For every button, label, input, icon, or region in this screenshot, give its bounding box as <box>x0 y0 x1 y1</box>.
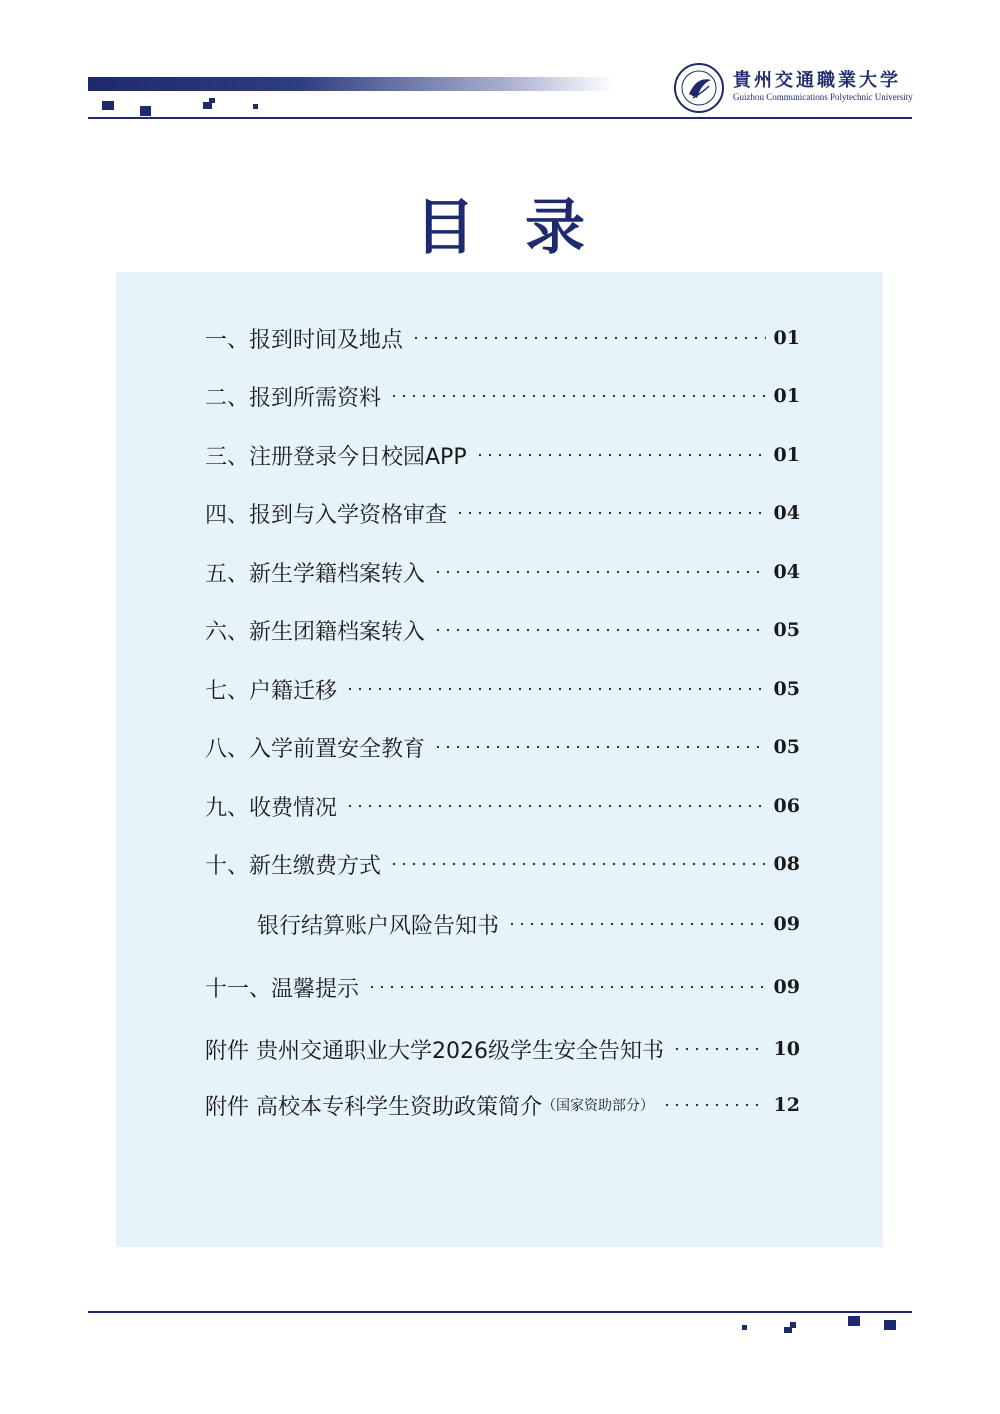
toc-item[interactable] <box>205 380 800 412</box>
toc-dot-leader <box>433 745 766 749</box>
toc-dot-leader <box>389 394 766 398</box>
toc-item-label: 附件 贵州交通职业大学2026级学生安全告知书 <box>205 1038 664 1064</box>
toc-item-label: 七、户籍迁移 <box>205 678 338 704</box>
toc-item[interactable] <box>205 848 800 880</box>
header-square <box>102 101 114 110</box>
toc-item[interactable] <box>205 439 800 471</box>
toc-item[interactable] <box>205 790 800 822</box>
toc-item-label: 一、报到时间及地点 <box>205 327 404 353</box>
toc-page-number: 05 <box>773 736 800 758</box>
footer-square <box>742 1325 747 1330</box>
toc-item[interactable] <box>205 971 800 1003</box>
university-logo-icon <box>673 62 725 114</box>
toc-dot-leader <box>662 1103 766 1107</box>
toc-dot-leader <box>345 804 766 808</box>
toc-page-number: 08 <box>773 853 800 875</box>
toc-item[interactable] <box>205 731 800 763</box>
header-square <box>140 106 151 116</box>
toc-item[interactable] <box>205 614 800 646</box>
toc-page-number: 09 <box>773 976 800 998</box>
toc-item-label: 六、新生团籍档案转入 <box>205 619 426 645</box>
toc-page-number: 05 <box>773 678 800 700</box>
toc-page-number: 01 <box>773 327 800 349</box>
toc-item-label: 四、报到与入学资格审查 <box>205 502 448 528</box>
toc-page-number: 06 <box>773 795 800 817</box>
toc-dot-leader <box>475 453 766 457</box>
toc-page-number: 12 <box>773 1094 800 1116</box>
toc-dot-leader <box>433 628 766 632</box>
toc-item[interactable] <box>205 322 800 354</box>
toc-page-number: 01 <box>773 385 800 407</box>
toc-dot-leader <box>455 511 766 515</box>
toc-item-label: 三、注册登录今日校园APP <box>205 444 467 470</box>
toc-item[interactable] <box>205 673 800 705</box>
header-gradient-bar <box>88 77 613 91</box>
toc-item[interactable] <box>205 1089 800 1121</box>
toc-item-label: 二、报到所需资料 <box>205 385 382 411</box>
toc-page-number: 04 <box>773 561 800 583</box>
toc-item-label: 银行结算账户风险告知书 <box>257 913 500 939</box>
toc-dot-leader <box>345 687 766 691</box>
toc-item-label: 八、入学前置安全教育 <box>205 736 426 762</box>
toc-item[interactable] <box>205 497 800 529</box>
toc-item-label: 十、新生缴费方式 <box>205 853 382 879</box>
toc-dot-leader <box>433 570 766 574</box>
footer-square <box>848 1316 860 1326</box>
toc-dot-leader <box>389 862 766 866</box>
footer-square <box>884 1320 896 1330</box>
toc-dot-leader <box>367 985 766 989</box>
toc-item[interactable] <box>205 556 800 588</box>
toc-dot-leader <box>672 1047 766 1051</box>
toc-item[interactable] <box>257 908 800 940</box>
toc-page-number: 01 <box>773 444 800 466</box>
footer-rule <box>88 1311 912 1313</box>
university-name-cn: 貴州交通職業大学 <box>733 70 901 91</box>
toc-dot-leader <box>411 336 766 340</box>
toc-page-number: 09 <box>773 913 800 935</box>
footer-square <box>790 1322 796 1328</box>
header-rule <box>88 117 912 119</box>
toc-page-number: 04 <box>773 502 800 524</box>
toc-item-label: 附件 高校本专科学生资助政策简介 <box>205 1094 542 1120</box>
toc-item-label: 九、收费情况 <box>205 795 338 821</box>
toc-dot-leader <box>507 922 766 926</box>
header-square <box>253 104 258 109</box>
toc-page-number: 05 <box>773 619 800 641</box>
toc-item[interactable] <box>205 1033 800 1065</box>
toc-item-label: 五、新生学籍档案转入 <box>205 561 426 587</box>
page-title: 目录 <box>415 193 635 263</box>
header-square <box>203 102 212 109</box>
toc-item-label: 十一、温馨提示 <box>205 976 360 1002</box>
university-name-en: Guizhou Communications Polytechnic University <box>733 92 913 102</box>
toc-item-note: （国家资助部分） <box>542 1098 654 1114</box>
header-square <box>209 98 215 103</box>
toc-page-number: 10 <box>773 1038 800 1060</box>
